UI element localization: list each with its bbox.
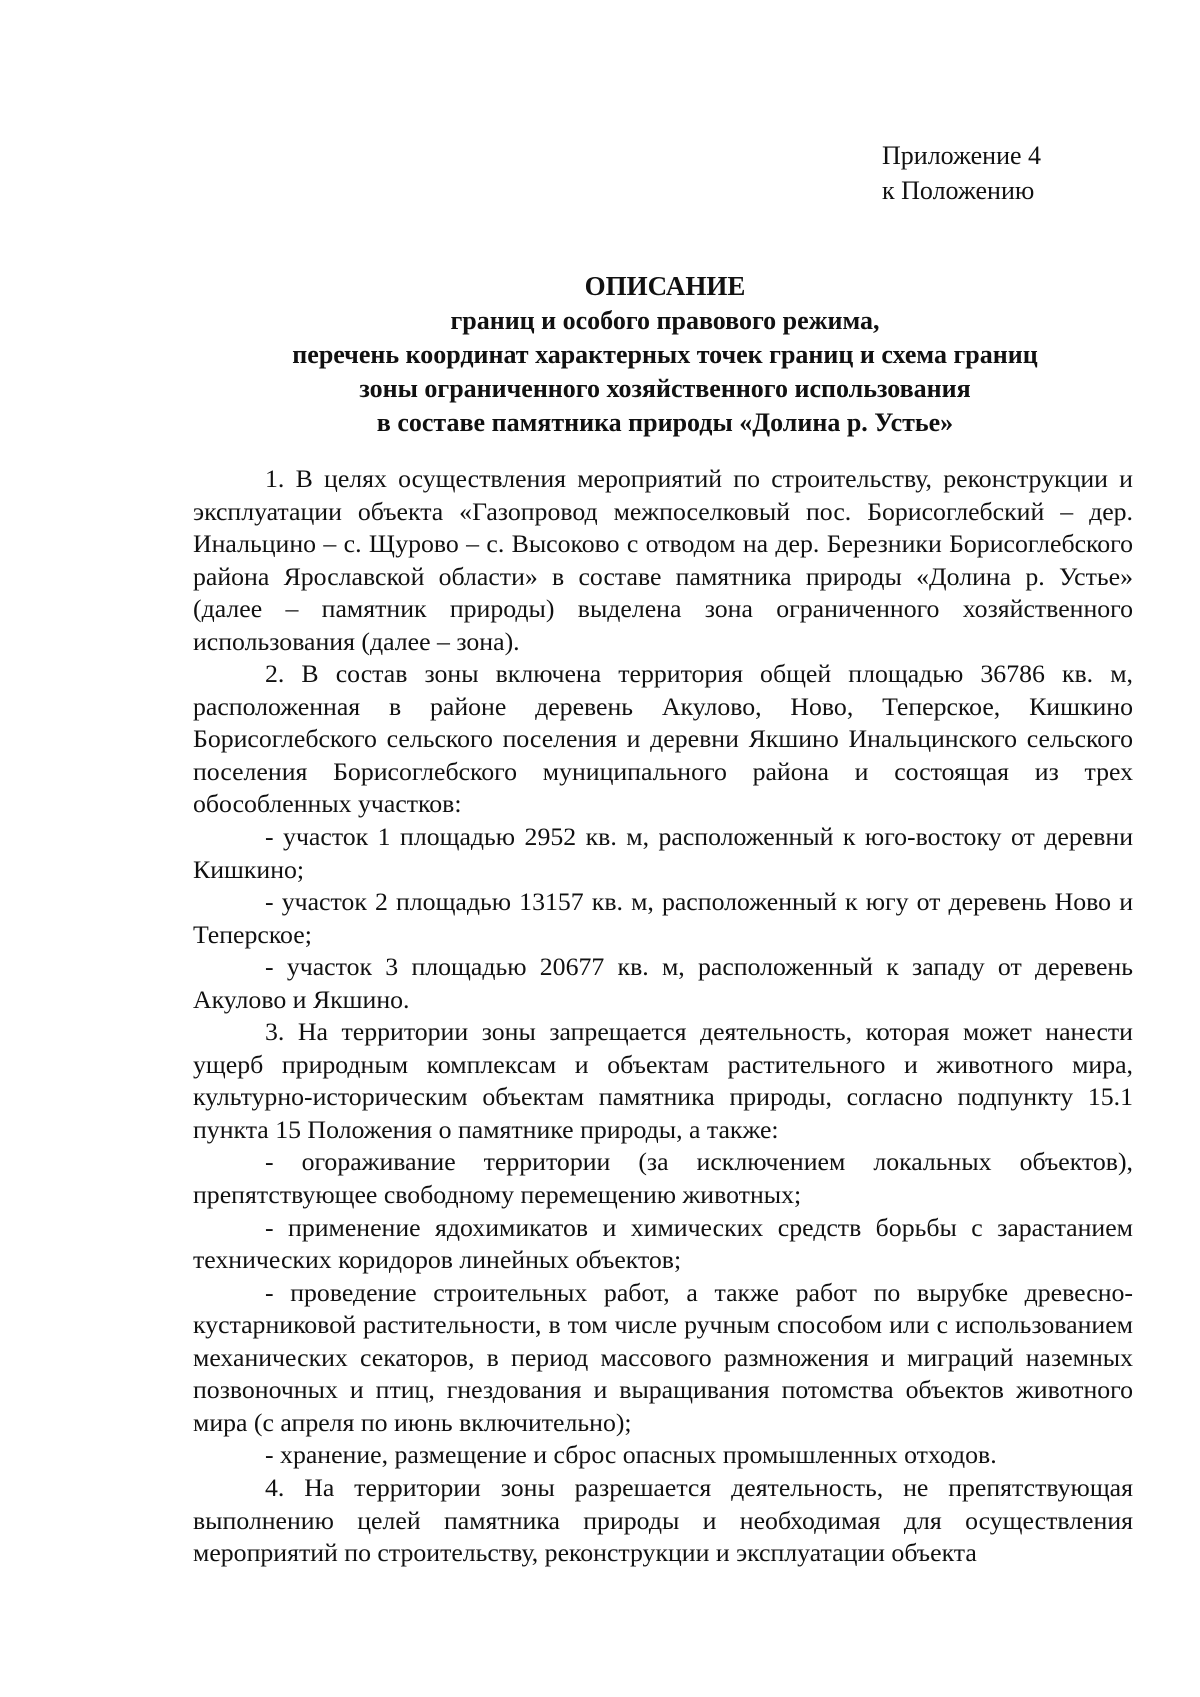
appendix-number: Приложение 4	[882, 141, 1042, 170]
appendix-reference: к Положению	[882, 176, 1035, 205]
list-item-plot-1: - участок 1 площадью 2952 кв. м, расположенный к юго-востоку от деревни Кишкино;	[193, 822, 1133, 884]
title-line-5: в составе памятника природы «Долина р. Устье»	[376, 408, 954, 437]
list-item-chemicals: - применение ядохимикатов и химических средств борьбы с зарастанием технических коридоров линейных объектов;	[193, 1212, 1133, 1275]
title-line-2: границ и особого правового режима,	[450, 306, 880, 335]
paragraph-2: 2. В состав зоны включена территория общей площадью 36786 кв. м, расположенная в районе деревень Акулово, Ново, Теперское, Кишкино Борисоглебского сельского поселения и деревни Якшино Инальцинского сельского поселения Борисоглебского муниципального района и состоящая из трех обособленных участков:	[193, 659, 1133, 819]
paragraph-1: 1. В целях осуществления мероприятий по строительству, реконструкции и эксплуатации объекта «Газопровод межпоселковый пос. Борисоглебский – дер. Инальцино – с. Щурово – с. Высоково с отводом на дер. Березники Борисоглебского района Ярославской области» в составе памятника природы «Долина р. Устье» (далее – памятник природы) выделена зона ограниченного хозяйственного использования (далее – зона).	[193, 464, 1133, 656]
paragraph-4: 4. На территории зоны разрешается деятельность, не препятствующая выполнению целей памятника природы и необходимая для осуществления мероприятий по строительству, реконструкции и эксплуатации объекта	[193, 1472, 1133, 1568]
list-item-waste: - хранение, размещение и сброс опасных промышленных отходов.	[265, 1440, 997, 1470]
title-line-4: зоны ограниченного хозяйственного использования	[359, 374, 971, 403]
title-heading: ОПИСАНИЕ	[584, 271, 746, 301]
appendix-header	[882, 138, 1041, 208]
document-title	[190, 268, 1140, 440]
document-body	[193, 463, 1133, 1570]
list-item-fencing: - огораживание территории (за исключением локальных объектов), препятствующее свободному перемещению животных;	[193, 1147, 1133, 1210]
title-line-3: перечень координат характерных точек границ и схема границ	[292, 340, 1038, 369]
paragraph-3: 3. На территории зоны запрещается деятельность, которая может нанести ущерб природным комплексам и объектам растительного и животного мира, культурно-историческим объектам памятника природы, согласно подпункту 15.1 пункта 15 Положения о памятнике природы, а также:	[193, 1017, 1133, 1144]
list-item-plot-2: - участок 2 площадью 13157 кв. м, расположенный к югу от деревень Ново и Теперское;	[193, 887, 1133, 949]
list-item-construction: - проведение строительных работ, а также работ по вырубке древесно-кустарниковой растительности, в том числе ручным способом или с использованием механических секаторов, в период массового размножения и миграций наземных позвоночных и птиц, гнездования и выращивания потомства объектов животного мира (с апреля по июнь включительно);	[193, 1277, 1133, 1437]
list-item-plot-3: - участок 3 площадью 20677 кв. м, расположенный к западу от деревень Акулово и Якшино.	[193, 952, 1133, 1014]
